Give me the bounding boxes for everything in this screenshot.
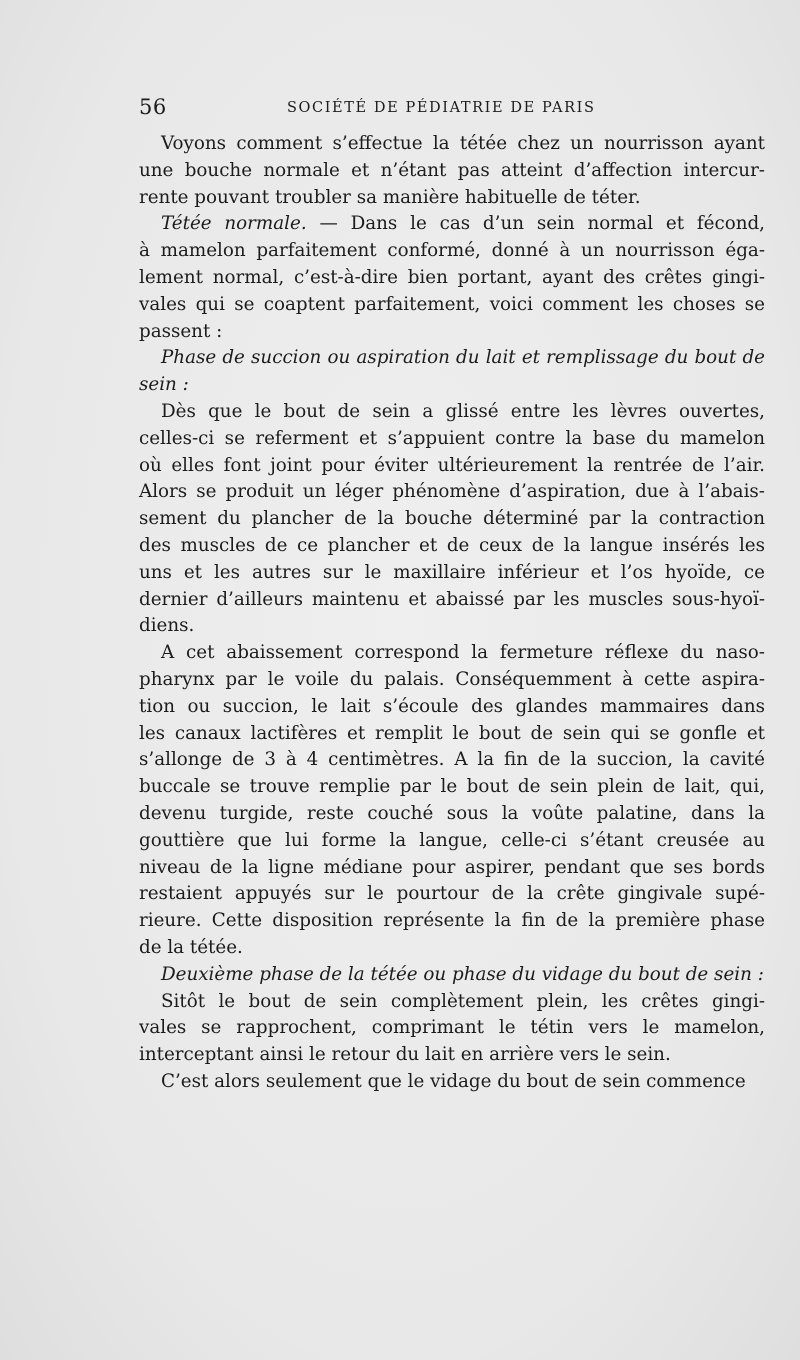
text-segment: des muscles de ce plancher et de ceux de la langue insérés les xyxy=(139,534,765,556)
page-number: 56 xyxy=(139,95,167,119)
text-line xyxy=(139,426,765,453)
text-segment: dernier d’ailleurs maintenu et abaissé par les muscles sous-hyoï- xyxy=(139,588,765,610)
text-segment: de la tétée. xyxy=(139,936,243,958)
text-line xyxy=(139,587,765,614)
text-segment: vales qui se coaptent parfaitement, voici comment les choses se xyxy=(139,293,765,315)
text-line xyxy=(139,613,765,640)
body-text xyxy=(139,131,765,1096)
text-line xyxy=(139,211,765,238)
text-line xyxy=(139,881,765,908)
text-segment: devenu turgide, reste couché sous la voûte palatine, dans la xyxy=(139,802,765,824)
text-segment: les canaux lactifères et remplit le bout de sein qui se gonfle et xyxy=(139,722,765,744)
text-line xyxy=(139,506,765,533)
text-line xyxy=(139,1015,765,1042)
text-line xyxy=(139,989,765,1016)
italic-text: Phase de succion ou aspiration du lait et remplissage du bout de xyxy=(161,347,765,369)
text-segment: s’allonge de 3 à 4 centimètres. A la fin de la succion, la cavité xyxy=(139,749,765,771)
text-line xyxy=(139,1042,765,1069)
text-line xyxy=(139,533,765,560)
text-line xyxy=(139,292,765,319)
text-segment: Alors se produit un léger phénomène d’aspiration, due à l’abais- xyxy=(139,481,765,503)
text-segment: restaient appuyés sur le pourtour de la crête gingivale supé- xyxy=(139,883,765,905)
text-line xyxy=(139,1069,765,1096)
text-line xyxy=(139,238,765,265)
italic-text: Tétée normale. xyxy=(161,213,307,235)
page-header xyxy=(139,95,765,125)
text-line xyxy=(139,319,765,346)
text-line xyxy=(139,962,765,989)
text-segment: une bouche normale et n’étant pas atteint d’affection intercur- xyxy=(139,159,765,181)
text-segment: où elles font joint pour éviter ultérieurement la rentrée de l’air. xyxy=(139,454,765,476)
text-segment: vales se rapprochent, comprimant le tétin vers le mamelon, xyxy=(139,1017,765,1039)
text-line xyxy=(139,640,765,667)
text-line xyxy=(139,908,765,935)
text-segment: Voyons comment s’effectue la tétée chez un nourrisson ayant xyxy=(161,133,765,154)
text-segment: lement normal, c’est-à-dire bien portant, ayant des crêtes gingi- xyxy=(139,266,765,288)
running-head: SOCIÉTÉ DE PÉDIATRIE DE PARIS xyxy=(287,100,596,116)
text-line xyxy=(139,828,765,855)
text-segment: A cet abaissement correspond la fermeture réflexe du naso- xyxy=(161,642,765,664)
italic-text: sein : xyxy=(139,374,189,396)
text-line xyxy=(139,453,765,480)
text-line xyxy=(139,158,765,185)
text-line xyxy=(139,774,765,801)
text-segment: C’est alors seulement que le vidage du bout de sein commence xyxy=(161,1070,746,1092)
text-segment: interceptant ainsi le retour du lait en arrière vers le sein. xyxy=(139,1044,671,1066)
text-segment: buccale se trouve remplie par le bout de sein plein de lait, qui, xyxy=(139,776,765,798)
text-segment: diens. xyxy=(139,615,195,637)
italic-text: Deuxième phase de la tétée ou phase du vidage du bout de sein : xyxy=(161,963,764,985)
text-line xyxy=(139,345,765,372)
text-line xyxy=(139,694,765,721)
text-segment: — Dans le cas d’un sein normal et fécond, xyxy=(306,213,765,235)
text-line xyxy=(139,667,765,694)
text-segment: à mamelon parfaitement conformé, donné à un nourrisson éga- xyxy=(139,240,765,262)
text-line xyxy=(139,560,765,587)
text-line xyxy=(139,399,765,426)
text-segment: Sitôt le bout de sein complètement plein, les crêtes gingi- xyxy=(161,990,765,1012)
text-segment: tion ou succion, le lait s’écoule des glandes mammaires dans xyxy=(139,695,765,717)
text-line xyxy=(139,265,765,292)
text-line xyxy=(139,372,765,399)
text-line xyxy=(139,801,765,828)
text-line xyxy=(139,721,765,748)
text-line xyxy=(139,131,765,158)
text-segment: uns et les autres sur le maxillaire inférieur et l’os hyoïde, ce xyxy=(139,561,765,583)
text-segment: gouttière que lui forme la langue, celle-ci s’étant creusée au xyxy=(139,829,765,851)
text-segment: rieure. Cette disposition représente la fin de la première phase xyxy=(139,910,765,932)
text-line xyxy=(139,185,765,212)
text-line xyxy=(139,935,765,962)
text-segment: celles-ci se referment et s’appuient contre la base du mamelon xyxy=(139,427,765,449)
text-line xyxy=(139,855,765,882)
text-segment: rente pouvant troubler sa manière habituelle de téter. xyxy=(139,186,641,208)
text-line xyxy=(139,479,765,506)
text-segment: pharynx par le voile du palais. Conséquemment à cette aspira- xyxy=(139,668,765,690)
text-segment: sement du plancher de la bouche déterminé par la contraction xyxy=(139,508,765,530)
text-segment: niveau de la ligne médiane pour aspirer, pendant que ses bords xyxy=(139,856,765,878)
text-segment: passent : xyxy=(139,320,223,342)
text-segment: Dès que le bout de sein a glissé entre les lèvres ouvertes, xyxy=(161,400,765,422)
text-line xyxy=(139,747,765,774)
